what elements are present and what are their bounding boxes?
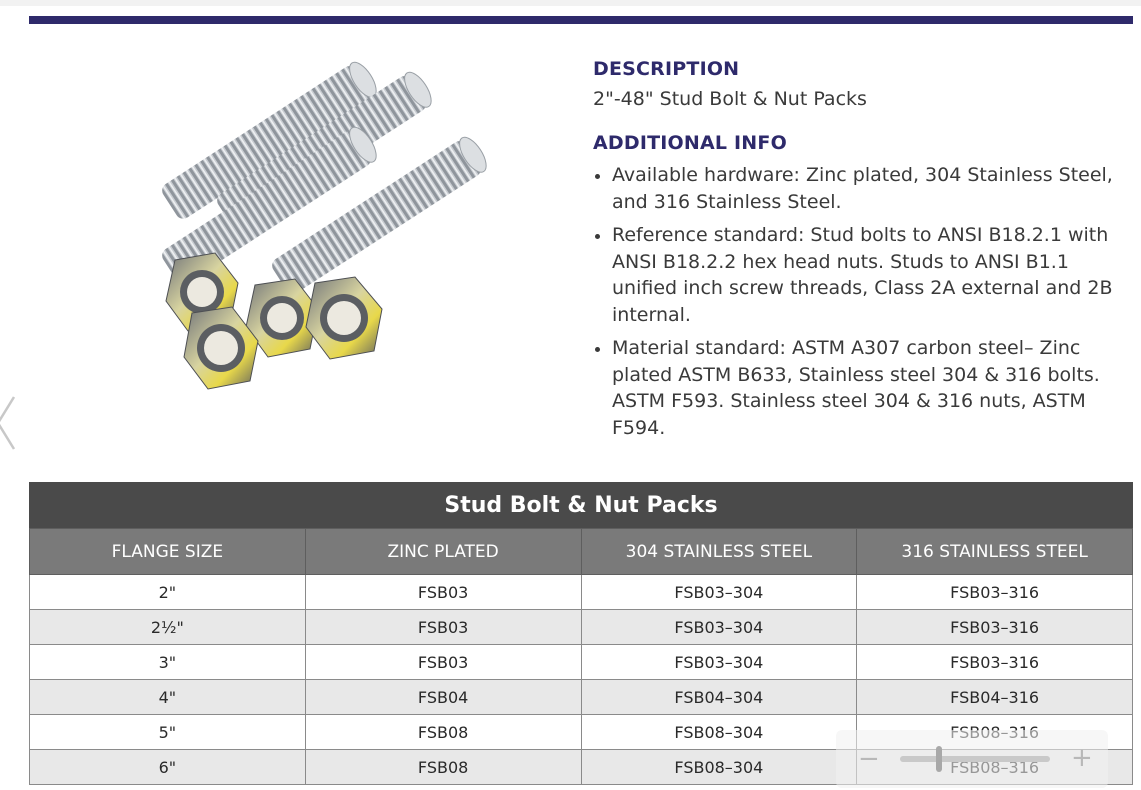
table-cell: 6"	[30, 750, 306, 785]
zoom-out-button[interactable]: −	[858, 744, 880, 774]
column-header: 304 STAINLESS STEEL	[581, 529, 857, 575]
list-item: Reference standard: Stud bolts to ANSI B18.2.1 with ANSI B18.2.2 hex head nuts. Studs to ANSI B1.1 unified inch screw threads, Class 2A external and 2B internal.	[593, 222, 1128, 328]
table-row	[30, 645, 1133, 680]
stud-bolt-nut-pack-image	[130, 55, 520, 425]
additional-info-list	[593, 162, 1128, 441]
table-cell: FSB04–316	[857, 680, 1133, 715]
table-row	[30, 680, 1133, 715]
column-header: FLANGE SIZE	[30, 529, 306, 575]
hex-nut	[184, 307, 258, 389]
brand-divider-bar	[29, 16, 1133, 24]
table-cell: FSB03–316	[857, 610, 1133, 645]
table-cell: FSB08–304	[581, 750, 857, 785]
table-cell: FSB03–316	[857, 645, 1133, 680]
table-cell: 2½"	[30, 610, 306, 645]
top-strip	[0, 0, 1141, 6]
hex-nut	[306, 277, 382, 359]
table-cell: FSB03	[305, 645, 581, 680]
table-title: Stud Bolt & Nut Packs	[29, 482, 1133, 528]
table-cell: 5"	[30, 715, 306, 750]
description-heading: DESCRIPTION	[593, 58, 740, 80]
table-cell: FSB04	[305, 680, 581, 715]
zoom-control	[836, 730, 1108, 788]
table-cell: FSB03–304	[581, 645, 857, 680]
column-header: 316 STAINLESS STEEL	[857, 529, 1133, 575]
table-cell: 2"	[30, 575, 306, 610]
column-header: ZINC PLATED	[305, 529, 581, 575]
table-cell: FSB08–304	[581, 715, 857, 750]
table-row	[30, 575, 1133, 610]
table-cell: FSB03	[305, 610, 581, 645]
table-cell: FSB03–316	[857, 575, 1133, 610]
additional-info-heading: ADDITIONAL INFO	[593, 132, 787, 154]
table-cell: FSB03–304	[581, 575, 857, 610]
table-cell: 4"	[30, 680, 306, 715]
list-item: Material standard: ASTM A307 carbon steel– Zinc plated ASTM B633, Stainless steel 304 & 316 bolts. ASTM F593. Stainless steel 304 & 316 nuts, ASTM F594.	[593, 335, 1128, 441]
product-info	[593, 58, 1128, 448]
zoom-slider-thumb[interactable]	[936, 746, 942, 772]
description-text: 2"-48" Stud Bolt & Nut Packs	[593, 88, 867, 110]
table-cell: 3"	[30, 645, 306, 680]
table-cell: FSB03	[305, 575, 581, 610]
table-row	[30, 610, 1133, 645]
table-header-row	[30, 529, 1133, 575]
list-item: Available hardware: Zinc plated, 304 Stainless Steel, and 316 Stainless Steel.	[593, 162, 1128, 215]
table-cell: FSB03–304	[581, 610, 857, 645]
zoom-slider-track[interactable]	[900, 756, 1050, 762]
table-cell: FSB08	[305, 750, 581, 785]
table-cell: FSB04–304	[581, 680, 857, 715]
table-cell: FSB08	[305, 715, 581, 750]
carousel-prev-chevron-icon[interactable]	[0, 395, 18, 451]
zoom-in-button[interactable]: +	[1071, 743, 1093, 773]
